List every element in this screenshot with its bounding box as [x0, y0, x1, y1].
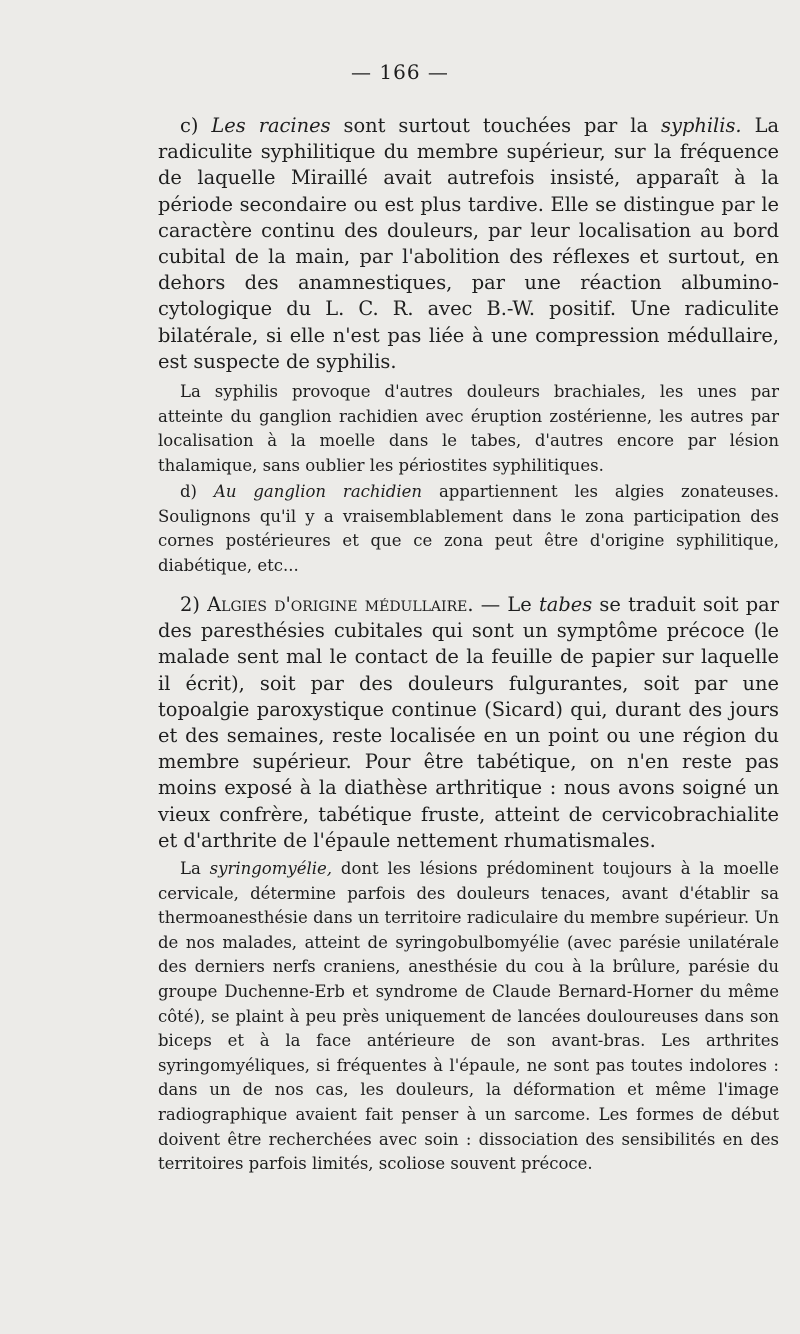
- page-number: — 166 —: [351, 60, 449, 84]
- section-number: 2): [180, 593, 208, 616]
- italic-term: syphilis.: [661, 114, 742, 137]
- paragraph-text: dont les lésions prédominent toujours à la moelle cervicale, détermine parfois des douleurs tenaces, avant d'établir sa thermoanesthésie dans un territoire radiculaire du membre supérieur. Un de nos malades, atteint de syringobulbomyélie (avec parésie unilatérale des derniers nerfs craniens, anesthésie du cou à la brûlure, parésie du groupe Duchenne-Erb et syndrome de Claude Bernard-Horner du même côté), se plaint à peu près uniquement de lancées douloureuses dans son biceps et à la face antérieure de son avant-bras. Les arthrites syringomyéliques, si fréquentes à l'épaule, ne sont pas toutes indolores : dans un de nos cas, les douleurs, la déformation et même l'image radiographique avaient fait penser à un sarcome. Les formes de début doivent être recherchées avec soin : dissociation des sensibilités en des territoires parfois limités, scoliose souvent précoce.: [158, 859, 780, 1174]
- item-label: d): [180, 482, 214, 501]
- paragraph-text: — Le: [473, 593, 539, 616]
- paragraph-text: La radiculite syphilitique du membre supérieur, sur la fréquence de laquelle Miraillé avait autrefois insisté, apparaît à la période secondaire ou est plus tardive. Elle se distingue par le caractère continu des douleurs, par leur localisation au bord cubital de la main, par l'abolition des réflexes et surtout, en dehors des anamnestiques, par une réaction albumino-cytologique du L. C. R. avec B.-W. positif. Une radiculite bilatérale, si elle n'est pas liée à une compression médullaire, est suspecte de syphilis.: [158, 114, 780, 373]
- paragraph-text: La syphilis provoque d'autres douleurs brachiales, les unes par atteinte du ganglion rachidien avec éruption zostérienne, les autres par localisation à la moelle dans le tabes, d'autres encore par lésion thalamique, sans oublier les périostites syphilitiques.: [158, 382, 779, 475]
- paragraph-racines: [158, 113, 779, 375]
- paragraph-syphilis-note: [158, 380, 779, 478]
- paragraph-text: La: [180, 859, 210, 878]
- paragraph-syringomyelie: [158, 857, 779, 1177]
- paragraph-algies-medullaires: [158, 592, 779, 854]
- section-heading: Algies d'origine médullaire.: [207, 593, 474, 616]
- paragraph-text: appartiennent les algies zonateuses. Soulignons qu'il y a vraisemblablement dans le zona participation des cornes postérieures et que ce zona peut être d'origine syphilitique, diabétique, etc...: [158, 482, 780, 575]
- paragraph-ganglion: [158, 480, 779, 578]
- item-label: c): [180, 114, 212, 137]
- italic-term: syringomyélie,: [209, 859, 333, 878]
- paragraph-text: sont surtout touchées par la: [330, 114, 662, 137]
- italic-lead: Les racines: [211, 114, 331, 137]
- italic-term: tabes: [538, 593, 593, 616]
- paragraph-text: se traduit soit par des paresthésies cubitales qui sont un symptôme précoce (le malade sent mal le contact de la feuille de papier sur laquelle il écrit), soit par des douleurs fulgurantes, soit par une topoalgie paroxystique continue (Sicard) qui, durant des jours et des semaines, reste localisée en un point ou une région du membre supérieur. Pour être tabétique, on n'en reste pas moins exposé à la diathèse arthritique : nous avons soigné un vieux confrère, tabétique fruste, atteint de cervicobrachialite et d'arthrite de l'épaule nettement rhumatismales.: [158, 593, 779, 852]
- italic-lead: Au ganglion rachidien: [213, 482, 423, 501]
